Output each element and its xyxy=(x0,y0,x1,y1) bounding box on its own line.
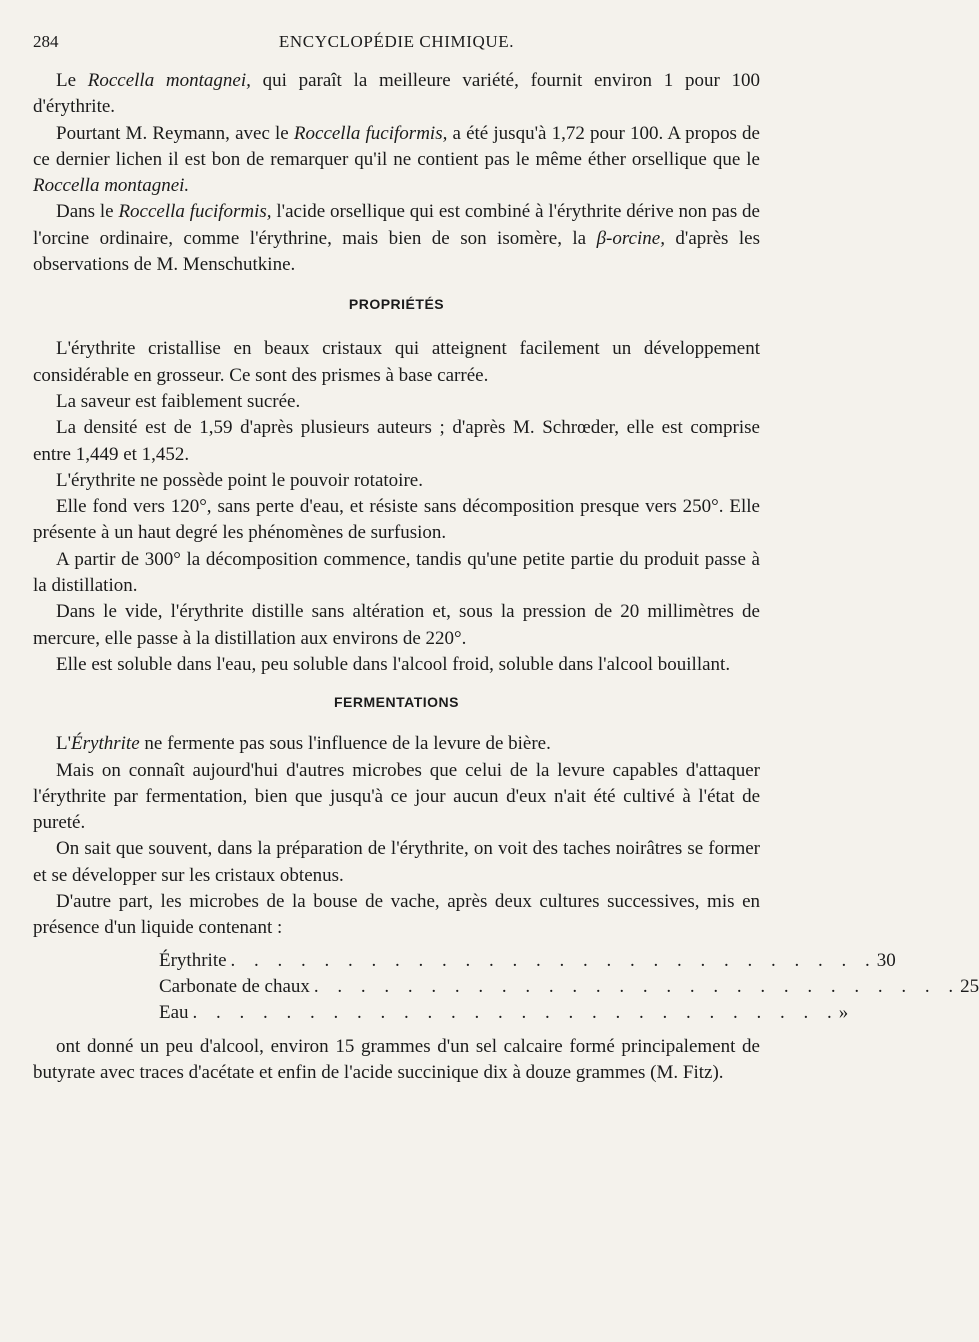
paragraph: Pourtant M. Reymann, avec le Roccella fuciformis, a été jusqu'à 1,72 pour 100. A propos de ce dernier lichen il est bon de remarquer qu'il ne contient pas le même éther orsellique que le Roccella montagnei. xyxy=(33,122,760,197)
paragraph: Mais on connaît aujourd'hui d'autres microbes que celui de la levure capables d'attaquer l'érythrite par fermentation, bien que jusqu'à ce jour aucun d'eux n'ait été cultivé à l'état de pureté. xyxy=(33,759,760,834)
paragraph: Dans le Roccella fuciformis, l'acide orsellique qui est combiné à l'érythrite dérive non pas de l'orcine ordinaire, comme l'érythrine, mais bien de son isomère, la β-orcine, d'après les observations de M. Menschutkine. xyxy=(33,201,760,276)
composition-row xyxy=(159,948,896,974)
paragraph: L'érythrite cristallise en beaux cristaux qui atteignent facilement un développement considérable en grosseur. Ce sont des prismes à base carrée. xyxy=(33,338,760,386)
running-title: ENCYCLOPÉDIE CHIMIQUE. xyxy=(278,32,515,51)
paragraph: D'autre part, les microbes de la bouse de vache, après deux cultures successives, mis en présence d'un liquide contenant : xyxy=(33,891,760,939)
paragraph: Elle fond vers 120°, sans perte d'eau, et résiste sans décomposition presque vers 250°. Elle présente à un haut degré les phénomènes de surfusion. xyxy=(33,496,760,544)
species-name: Roccella montagnei. xyxy=(33,175,190,197)
paragraph: On sait que souvent, dans la préparation de l'érythrite, on voit des taches noirâtres se former et se développer sur les cristaux obtenus. xyxy=(33,838,760,886)
species-name: Roccella fuciformis, xyxy=(118,201,272,223)
paragraph: L'Érythrite ne fermente pas sous l'influence de la levure de bière. xyxy=(56,733,551,755)
paragraph: A partir de 300° la décomposition commence, tandis qu'une petite partie du produit passe à la distillation. xyxy=(33,548,760,597)
paragraph: Le Roccella montagnei, qui paraît la meilleure variété, fournit environ 1 pour 100 d'érythrite. xyxy=(33,70,760,118)
paragraph: ont donné un peu d'alcool, environ 15 grammes d'un sel calcaire formé principalement de butyrate avec traces d'acétate et enfin de l'acide succinique dix à douze grammes (M. Fitz). xyxy=(33,1035,760,1083)
ingredient-name: Eau xyxy=(159,1001,189,1023)
paragraph: La saveur est faiblement sucrée. xyxy=(56,390,301,412)
paragraph: Elle est soluble dans l'eau, peu soluble dans l'alcool froid, soluble dans l'alcool bouillant. xyxy=(56,653,731,675)
composition-row xyxy=(159,974,979,1000)
paragraph: Dans le vide, l'érythrite distille sans altération et, sous la pression de 20 millimètres de mercure, elle passe à la distillation aux environs de 220°. xyxy=(33,601,760,649)
section-heading-fermentations: FERMENTATIONS xyxy=(334,694,459,711)
dot-leader: . . . . . . . . . . . . . . . . . . . . . . . . . . . . xyxy=(313,975,961,997)
paragraph: La densité est de 1,59 d'après plusieurs auteurs ; d'après M. Schrœder, elle est comprise entre 1,449 et 1,452. xyxy=(33,417,760,465)
ingredient-amount: 30 xyxy=(876,949,896,971)
page-number: 284 xyxy=(33,32,59,51)
species-name: Roccella fuciformis, xyxy=(293,122,448,144)
ingredient-name: Carbonate de chaux xyxy=(159,975,310,997)
running-header xyxy=(33,32,760,56)
dot-leader: . . . . . . . . . . . . . . . . . . . . . . . . . . . . xyxy=(230,949,877,971)
page-body xyxy=(33,68,979,1086)
ingredient-amount: » xyxy=(838,1001,849,1023)
compound-name: Érythrite xyxy=(71,733,140,755)
ingredient-name: Érythrite xyxy=(159,949,227,971)
section-heading-proprietes: PROPRIÉTÉS xyxy=(348,296,445,313)
composition-list xyxy=(159,948,979,1026)
composition-row xyxy=(159,1000,849,1026)
ingredient-amount: 25 xyxy=(960,975,979,997)
species-name: Roccella montagnei, xyxy=(87,70,251,91)
paragraph: L'érythrite ne possède point le pouvoir rotatoire. xyxy=(56,469,423,491)
compound-name: β-orcine, xyxy=(596,227,665,249)
dot-leader: . . . . . . . . . . . . . . . . . . . . . . . . . . . . xyxy=(192,1001,839,1023)
